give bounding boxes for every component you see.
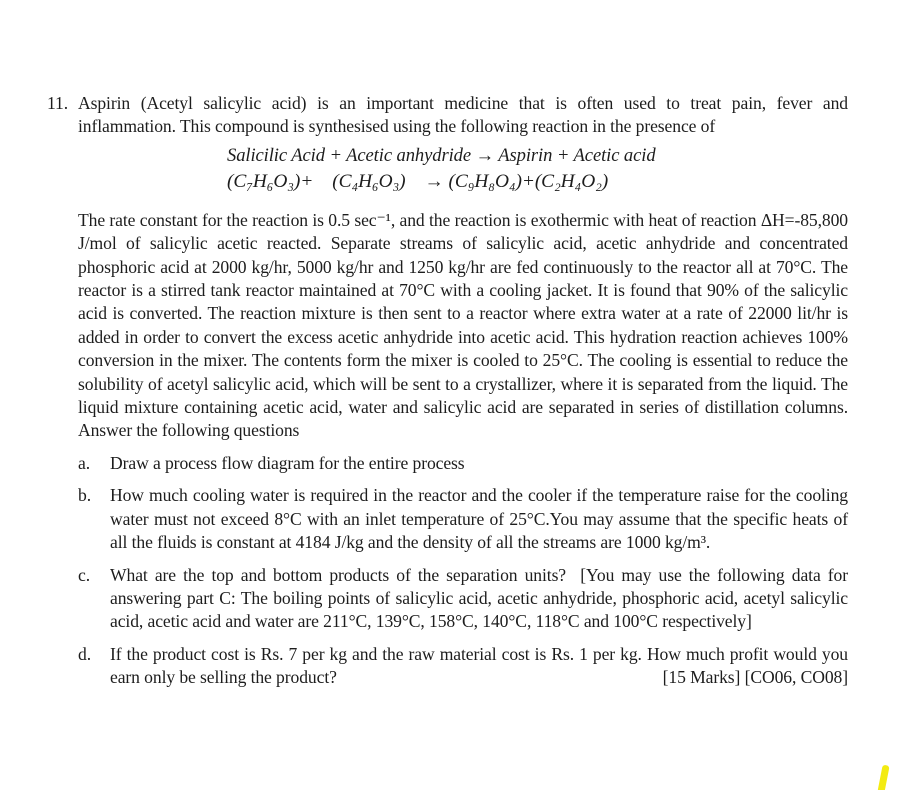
marks-label: [15 Marks] [CO06, CO08] <box>662 667 848 688</box>
question-number: 11. <box>47 93 69 113</box>
item-a-label: a. <box>78 452 91 473</box>
item-a <box>47 452 848 475</box>
intro-paragraph <box>47 92 848 139</box>
item-c <box>47 564 848 634</box>
equation-formula-line: (C₇H₆O₃)+ (C₄H₆O₃) → (C₉H₈O₄)+(C₂H₄O₂) <box>227 170 609 192</box>
body-paragraph: The rate constant for the reaction is 0.5 sec⁻¹, and the reaction is exothermic with heat of reaction ΔH=-85,800 J/mol of salicylic acetic reacted. Separate streams of salicylic acid, acetic anhydride and concentrated phosphoric acid at 2000 kg/hr, 5000 kg/hr and 1250 kg/hr are fed continuously to the reactor all at 70°C. The reactor is a stirred tank reactor maintained at 70°C with a cooling jacket. It is found that 90% of the salicylic acid is converted. The reaction mixture is then sent to a reactor where extra water at a rate of 22000 lit/hr is added in order to convert the excess acetic anhydride into acetic acid. This hydration reaction achieves 100% conversion in the mixer. The contents form the mixer is cooled to 25°C. The cooling is essential to reduce the solubility of acetyl salicylic acid, which will be sent to a crystallizer, where it is separated from the liquid. The liquid mixture containing acetic acid, water and salicylic acid are separated in series of distillation columns. Answer the following questions <box>78 209 848 441</box>
item-c-text: What are the top and bottom products of the separation units? [You may use the following data for answering part C: The boiling points of salicylic acid, acetic anhydride, phosphoric acid, acetyl salicylic acid, acetic acid and water are 211°C, 139°C, 158°C, 140°C, 118°C and 100°C respectively] <box>110 564 848 632</box>
item-d <box>47 643 848 690</box>
item-b <box>47 484 848 554</box>
item-d-label: d. <box>78 643 91 664</box>
question-block <box>47 92 848 690</box>
item-d-text: If the product cost is Rs. 7 per kg and the raw material cost is Rs. 1 per kg. How much profit would you earn only be selling the product? <box>110 643 848 688</box>
equation-words-line: Salicilic Acid + Acetic anhydride → Aspirin + Acetic acid <box>227 144 656 166</box>
item-b-label: b. <box>78 485 91 506</box>
highlighter-mark <box>877 765 889 790</box>
item-b-text: How much cooling water is required in the reactor and the cooler if the temperature raise for the cooling water must not exceed 8°C with an inlet temperature of 25°C.You may assume that the specific heats of all the fluids is constant at 4184 J/kg and the density of all the streams are 1000 kg/m³. <box>110 485 848 553</box>
reaction-equation <box>227 143 848 195</box>
intro-text: Aspirin (Acetyl salicylic acid) is an important medicine that is often used to treat pain, fever and inflammation. This compound is synthesised using the following reaction in the presence of <box>78 93 848 137</box>
item-a-text: Draw a process flow diagram for the entire process <box>110 452 465 473</box>
item-c-label: c. <box>78 564 91 585</box>
